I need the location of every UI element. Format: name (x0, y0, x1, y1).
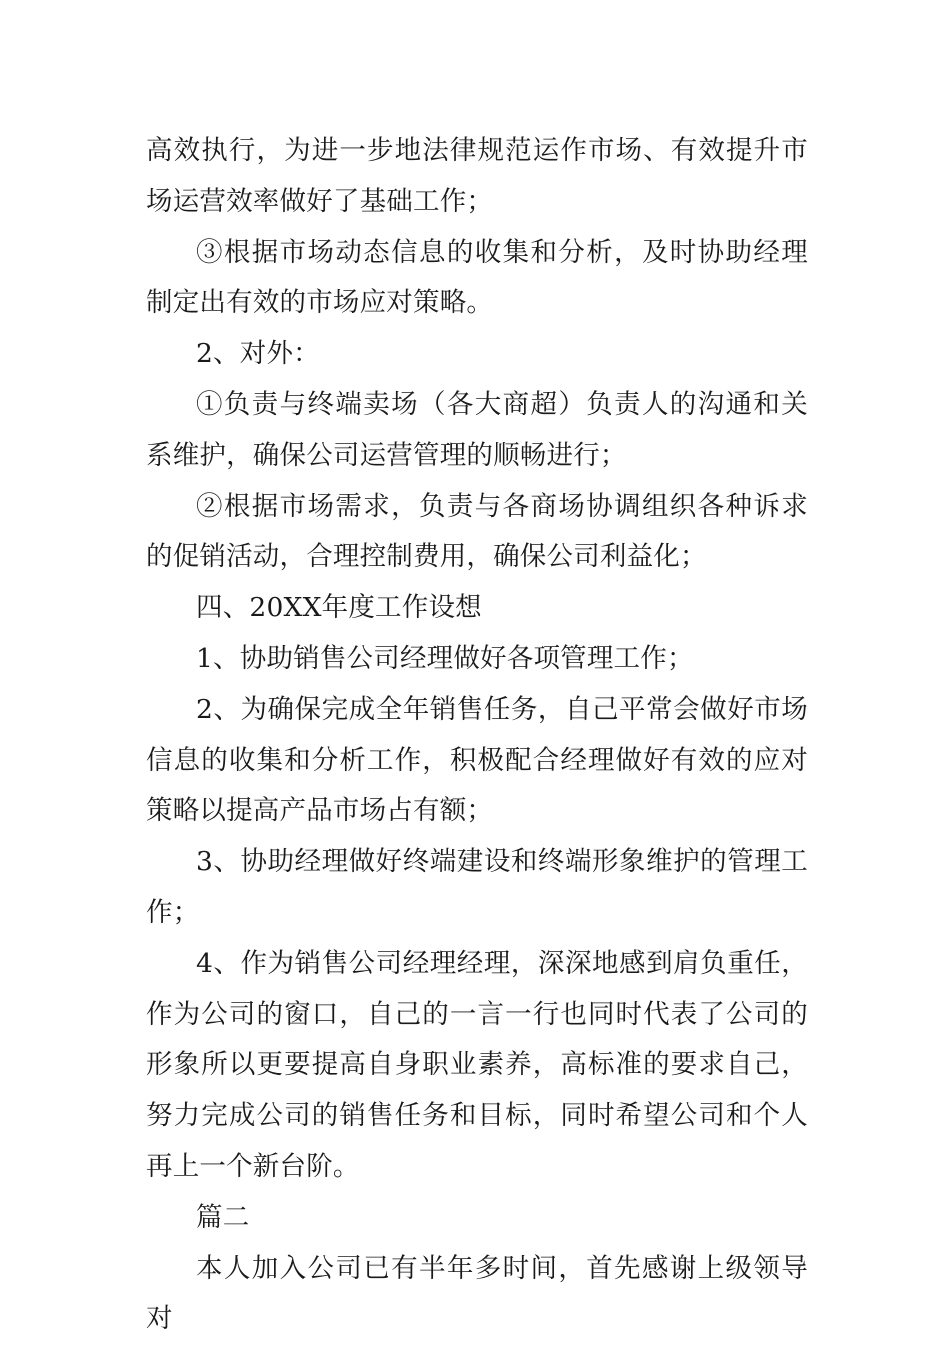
paragraph-2: ③根据市场动态信息的收集和分析，及时协助经理制定出有效的市场应对策略。 (146, 236, 808, 319)
paragraph-10: 4、作为销售公司经理经理，深深地感到肩负重任，作为公司的窗口，自己的一言一行也同时代表了公司的形象所以更要提高自身职业素养，高标准的要求自己，努力完成公司的销售任务和目标，同时希望公司和个人再上一个新台阶。 (146, 947, 808, 1182)
document-body (146, 126, 808, 1345)
paragraph-4: ①负责与终端卖场（各大商超）负责人的沟通和关系维护，确保公司运营管理的顺畅进行； (146, 388, 808, 471)
paragraph-5: ②根据市场需求，负责与各商场协调组织各种诉求的促销活动，合理控制费用，确保公司利益化； (146, 490, 808, 573)
paragraph-1: 高效执行，为进一步地法律规范运作市场、有效提升市场运营效率做好了基础工作； (146, 135, 808, 217)
paragraph-3: 2、对外： (196, 338, 320, 370)
paragraph-12: 本人加入公司已有半年多时间，首先感谢上级领导对 (146, 1252, 808, 1335)
paragraph-7: 1、协助销售公司经理做好各项管理工作； (196, 642, 694, 674)
paragraph-8: 2、为确保完成全年销售任务，自己平常会做好市场信息的收集和分析工作，积极配合经理做好有效的应对策略以提高产品市场占有额； (146, 693, 808, 827)
section-heading-part-2: 篇二 (196, 1201, 250, 1233)
section-heading-4: 四、20XX年度工作设想 (196, 592, 482, 624)
paragraph-9: 3、协助经理做好终端建设和终端形象维护的管理工作； (146, 846, 808, 928)
